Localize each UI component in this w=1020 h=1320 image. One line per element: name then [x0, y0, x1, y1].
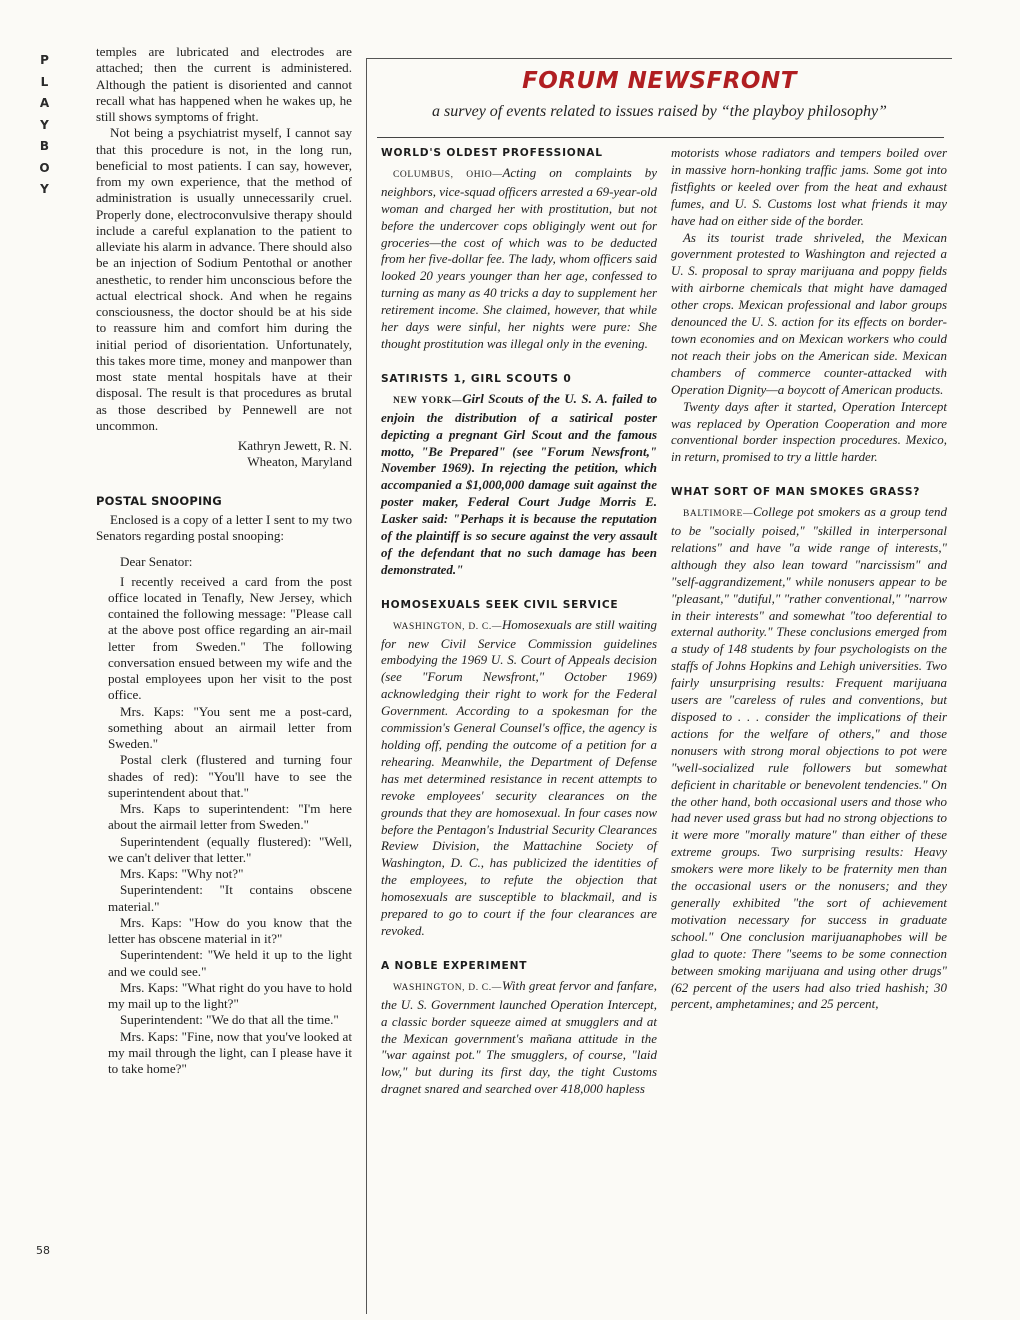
- salutation: Dear Senator:: [120, 554, 193, 570]
- dateline: WASHINGTON, D. C.—: [393, 982, 502, 993]
- magazine-name-letter: L: [40, 74, 50, 89]
- forum-subtitle: a survey of events related to issues raised by “the playboy philosophy”: [432, 103, 887, 120]
- section-heading: POSTAL SNOOPING: [96, 493, 222, 508]
- article-body: [381, 617, 657, 940]
- dateline: WASHINGTON, D. C.—: [393, 621, 502, 632]
- letter-line: Postal clerk (flustered and turning four shades of red): "You'll have to see the superintendent about that.": [108, 752, 352, 800]
- letter-line: Mrs. Kaps to superintendent: "I'm here about the airmail letter from Sweden.": [108, 801, 352, 833]
- article-heading: SATIRISTS 1, GIRL SCOUTS 0: [381, 372, 572, 385]
- letters-column: [96, 44, 352, 1077]
- page-number: 58: [36, 1244, 50, 1257]
- letter-line: Mrs. Kaps: "How do you know that the letter has obscene material in it?": [108, 914, 352, 946]
- forum-column-right: [671, 145, 947, 1013]
- article-body: [671, 504, 947, 1013]
- dateline: NEW YORK—: [393, 395, 463, 406]
- magazine-name-letter: B: [39, 139, 51, 153]
- article-heading: A NOBLE EXPERIMENT: [381, 959, 528, 972]
- magazine-name-letters: [34, 50, 56, 201]
- article-text: Acting on complaints by neighbors, vice-squad officers arrested a 69-year-old woman and charged her with prostitution, but not before the undercover cops obligingly went out for groceries—the cost of which was to be deducted from her five-dollar fee. The lady, whom officers said looked 20 years younger than her age, confessed to turning as many as 40 tricks a day to supplement her retirement income. She claimed, however, that while her days were sinful, her nights were pure: She thought prostitution was illegal only in the evening.: [381, 164, 657, 351]
- article-text: With great fervor and fanfare, the U. S. Government launched Operation Intercept, a classic border squeeze aimed at smugglers and at the Mexican government's mañana attitude in the "war against pot." The smugglers, of course, "laid low," but during its first day, the tight Customs dragnet snared and searched over 418,000 hapless: [381, 977, 658, 1097]
- article-heading: WHAT SORT OF MAN SMOKES GRASS?: [671, 486, 921, 499]
- magazine-name-letter: O: [39, 160, 51, 175]
- magazine-name-letter: Y: [40, 182, 50, 196]
- article-body: motorists whose radiators and tempers boiled over in massive horn-honking traffic jams. Some got into fistfights or keeled over from the heat and exhaust fumes, and U. S. Customs lost what friends it may have had on either side of the border.: [671, 145, 947, 228]
- signature-name: Kathryn Jewett, R. N.: [237, 438, 352, 453]
- letter-line: Superintendent: "We do that all the time.": [120, 1012, 339, 1028]
- article-text: Homosexuals are still waiting for new Civil Service Commission guidelines embodying the 1969 U. S. Court of Appeals decision (see "Forum Newsfront," October 1969) acknowledging their right to work for the Federal Government. According to a spokesman for the commission's General Counsel's office, the agency is holding off, pending the outcome of a petition for a rehearing. Meanwhile, the Department of Defense has met determined resistance in recent attempts to revoke employees' security clearances on the grounds that they are homosexual. In four cases now before the Pentagon's Industrial Security Clearances Review Division, the Mattachine Society of Washington, D. C., has publicized the identities of the employees, to refute the objection that homosexuals are susceptible to blackmail, and is prepared to go to court if the four clearances are revoked.: [381, 616, 657, 938]
- signature-place: Wheaton, Maryland: [247, 454, 352, 470]
- article-text: Girl Scouts of the U. S. A. failed to enjoin the distribution of a satirical poster depicting a pregnant Girl Scout and the famous motto, "Be Prepared" (see "Forum Newsfront," November 1969). In rejecting the petition, which accompanied a $1,000,000 damage suit against the poster maker, Federal Court Judge Morris E. Lasker said: "Perhaps it is because the reputation of the plaintiff is so secure against the very assault of the defendant that no such damage has been demonstrated.": [381, 390, 657, 577]
- letter-line: Mrs. Kaps: "Why not?": [120, 866, 244, 881]
- magazine-name-letter: Y: [40, 117, 50, 132]
- magazine-name-letter: A: [39, 96, 51, 110]
- article-body: [381, 165, 657, 353]
- article-text: College pot smokers as a group tend to be "socially poised," "skilled in interpersonal relations" and have "a wide range of interests," although they also lean toward "narcissism" and "self-aggrandizement," while nonusers appear to be "pleasant," "dutiful," "rather conventional," "narrow in their interests" and somewhat "too deferential to external authority." These conclusions emerged from a study of 148 students by four psychologists on the staffs of Johns Hopkins and Lehigh universities. Two fairly unsurprising results: Frequent marijuana users are "careless of rules and conventions, but disposed to . . . consider the implications of their actions for the welfare of others," and those nonusers with strong moral objections to pot were "well-socialized rule followers but somewhat deficient in charitable or benevolent tendencies." On the other hand, both occasional users and those who had never used grass but had no strong objections to it were more "morally mature" than either of these extreme groups. Two surprising results: Heavy smokers were more likely to be fraternity men than the occasional users or the nonusers; and they generally exhibited "the sort of achievement motivation necessary for success in graduate school." One conclusion marijuanaphobes will be glad to quote: There "seems to be some connection between smoking marijuana and using other drugs" (62 percent of the users had also tried hashish; 30 percent, amphetamines; and 25 percent,: [671, 504, 947, 1012]
- letter-line: Superintendent (equally flustered): "Well, we can't deliver that letter.": [108, 833, 352, 865]
- letter-line: I recently received a card from the post office located in Tenafly, New Jersey, which contained the following message: "Please call at the above post office regarding an air-mail letter from Sweden." The following conversation ensued between my wife and the postal employees upon her visit to the post office.: [108, 573, 352, 703]
- forum-title: FORUM NEWSFRONT: [522, 68, 797, 94]
- letter-line: Superintendent: "It contains obscene material.": [108, 882, 352, 914]
- dateline: BALTIMORE—: [683, 509, 754, 520]
- article-body: As its tourist trade shriveled, the Mexican government protested to Washington and rejected a U. S. proposal to spray marijuana and poppy fields with airborne chemicals that might have damaged other crops. Mexican professional and labor groups denounced the U. S. action for its effects on border-town economies and on Mexican workers who could not reach their jobs on the American side. Mexican chambers of commerce counter-attacked with Operation Dignity—a boycott of American products.: [671, 229, 947, 397]
- magazine-name-letter: P: [40, 53, 50, 67]
- letter-intro: Enclosed is a copy of a letter I sent to my two Senators regarding postal snooping:: [96, 511, 352, 543]
- article-body: [381, 391, 657, 579]
- forum-newsfront-box: [366, 58, 952, 1314]
- magazine-name-vertical: [34, 50, 56, 201]
- forum-column-left: [381, 145, 657, 1098]
- letter-line: Mrs. Kaps: "You sent me a post-card, something about an airmail letter from Sweden.": [108, 703, 352, 751]
- divider: [377, 137, 944, 138]
- letter-line: Mrs. Kaps: "What right do you have to hold my mail up to the light?": [108, 979, 352, 1011]
- letter-line: Superintendent: "We held it up to the light and we could see.": [108, 947, 352, 979]
- article-body: Twenty days after it started, Operation Intercept was replaced by Operation Cooperation and more conventional border inspection procedures. Mexico, in return, promised to try a little harder.: [671, 398, 947, 465]
- letter-line: Mrs. Kaps: "Fine, now that you've looked at my mail through the light, can I please have it to take home?": [108, 1028, 352, 1076]
- dateline: COLUMBUS, OHIO—: [393, 169, 503, 180]
- article-heading: WORLD'S OLDEST PROFESSIONAL: [381, 147, 603, 159]
- quoted-letter: [96, 554, 352, 1077]
- article-body: [381, 978, 657, 1098]
- letter-paragraph: Not being a psychiatrist myself, I cannot say that this procedure is not, in the long run, beneficial to most patients. I can say, however, from my own experience, that the method of administration is usually unnecessarily cruel. Properly done, electroconvulsive therapy should include a careful explanation to the patient to alleviate his alarm in advance. There should also be an injection of Sodium Pentothal or another anesthetic, to render him unconscious before the actual electrical shock. And when he regains consciousness, the doctor should be at his side to reassure him and comfort him during the initial period of disorientation. Unfortunately, this takes more time, money and manpower than most state mental hospitals have at their disposal. The result is that procedures as brutal as those described by Pennewell are not uncommon.: [96, 125, 352, 433]
- letter-continuation: temples are lubricated and electrodes are attached; then the current is administered. Although the patient is disoriented and cannot recall what has happened when he wakes up, he still shows symptoms of fright.: [96, 44, 352, 124]
- article-heading: HOMOSEXUALS SEEK CIVIL SERVICE: [381, 598, 619, 611]
